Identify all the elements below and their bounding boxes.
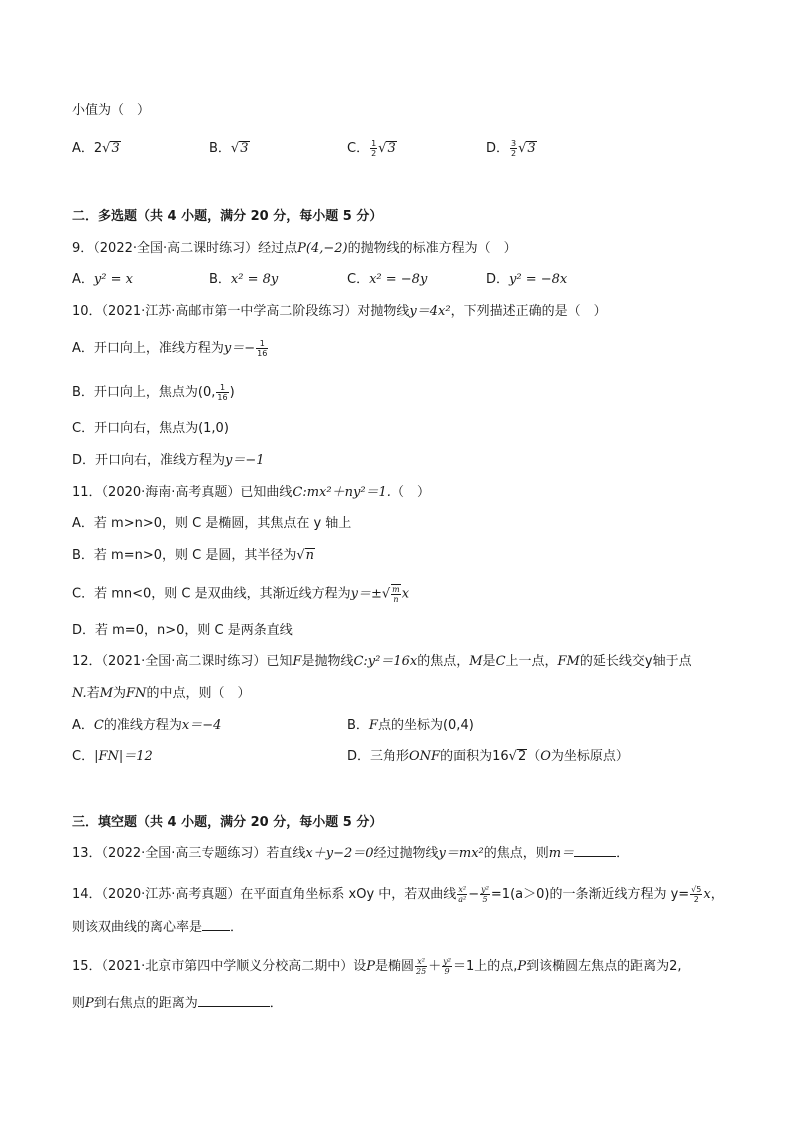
q11-option-a: A．若 m>n>0，则 C 是椭圆，其焦点在 y 轴上 [72, 516, 352, 531]
q13-answer-blank[interactable] [574, 844, 616, 857]
q8-option-c: C． $\frac{1}{2}$ √3 [347, 139, 396, 158]
q10-option-b: B．开口向上，焦点为(0, $\frac{1}{16}$ ) [72, 383, 235, 402]
q8-option-b: B．√3 [209, 141, 249, 156]
q11-option-c: C．若 mn<0，则 C 是双曲线，其渐近线方程为y＝±√ $\frac{m}{n}$ x [72, 585, 410, 604]
q8-option-a: A．2√3 [72, 141, 120, 156]
q8-option-d: D． $\frac{3}{2}$ √3 [486, 139, 536, 158]
q15-answer-blank[interactable] [198, 994, 270, 1007]
q12-stem-line1: 12．（2021·全国·高二课时练习）已知F是抛物线C:y²＝16x的焦点，M是C上一点，FM的延长线交y轴于点 [72, 654, 692, 669]
q14-stem-line1: 14．（2020·江苏·高考真题）在平面直角坐标系 xOy 中，若双曲线 $\frac{\text{x²}}{\text{a²}}$ − $\frac{\text{y²}}{5}$ =1(a＞0)的一条渐近线方程为 y= $\frac{√5}{2}$ x， [72, 885, 724, 904]
q9-option-a: A．y² = x [72, 272, 133, 287]
q14-answer-blank[interactable] [202, 918, 230, 931]
q15-stem-line2: 则P到右焦点的距离为 ． [72, 996, 283, 1011]
q9-option-b: B．x² = 8y [209, 272, 279, 287]
section-2-title: 二．多选题（共 4 小题，满分 20 分，每小题 5 分） [72, 209, 383, 224]
q10-option-d: D．开口向右，准线方程为y＝−1 [72, 453, 265, 468]
q13-stem: 13．（2022·全国·高三专题练习）若直线x＋y−2＝0经过抛物线y＝mx²的焦点，则m＝ ． [72, 846, 630, 861]
q8-tail: 小值为（ ） [72, 103, 151, 118]
q14-stem-line2: 则该双曲线的离心率是 ． [72, 920, 244, 935]
q11-option-b: B．若 m=n>0，则 C 是圆，其半径为√n [72, 548, 315, 563]
q10-stem: 10．（2021·江苏·高邮市第一中学高二阶段练习）对抛物线y＝4x²，下列描述正确的是（ ） [72, 304, 607, 319]
q11-option-d: D．若 m=0，n>0，则 C 是两条直线 [72, 623, 293, 638]
q11-stem: 11．（2020·海南·高考真题）已知曲线C:mx²＋ny²＝1.（ ） [72, 485, 430, 500]
q12-option-d: D．三角形ONF的面积为16√2（O为坐标原点） [347, 749, 629, 764]
q9-option-c: C．x² = −8y [347, 272, 428, 287]
q12-option-c: C．|FN|＝12 [72, 749, 153, 764]
section-3-title: 三．填空题（共 4 小题，满分 20 分，每小题 5 分） [72, 815, 383, 830]
q9-stem: 9．（2022·全国·高二课时练习）经过点P(4,−2)的抛物线的标准方程为（ ） [72, 241, 517, 256]
q10-option-c: C．开口向右，焦点为(1,0) [72, 421, 229, 436]
q9-option-d: D．y² = −8x [486, 272, 568, 287]
q15-stem-line1: 15．（2021·北京市第四中学顺义分校高二期中）设P是椭圆 $\frac{\text{x²}}{25}$ ＋ $\frac{\text{y²}}{9}$ ＝1上的点,P到该椭圆左焦点的距离为2, [72, 957, 682, 976]
q12-option-a: A．C的准线方程为x＝−4 [72, 718, 222, 733]
q12-option-b: B．F点的坐标为(0,4) [347, 718, 474, 733]
q12-stem-line2: N.若M为FN的中点，则（ ） [72, 686, 251, 701]
q10-option-a: A．开口向上，准线方程为y＝− $\frac{1}{16}$ [72, 339, 268, 358]
